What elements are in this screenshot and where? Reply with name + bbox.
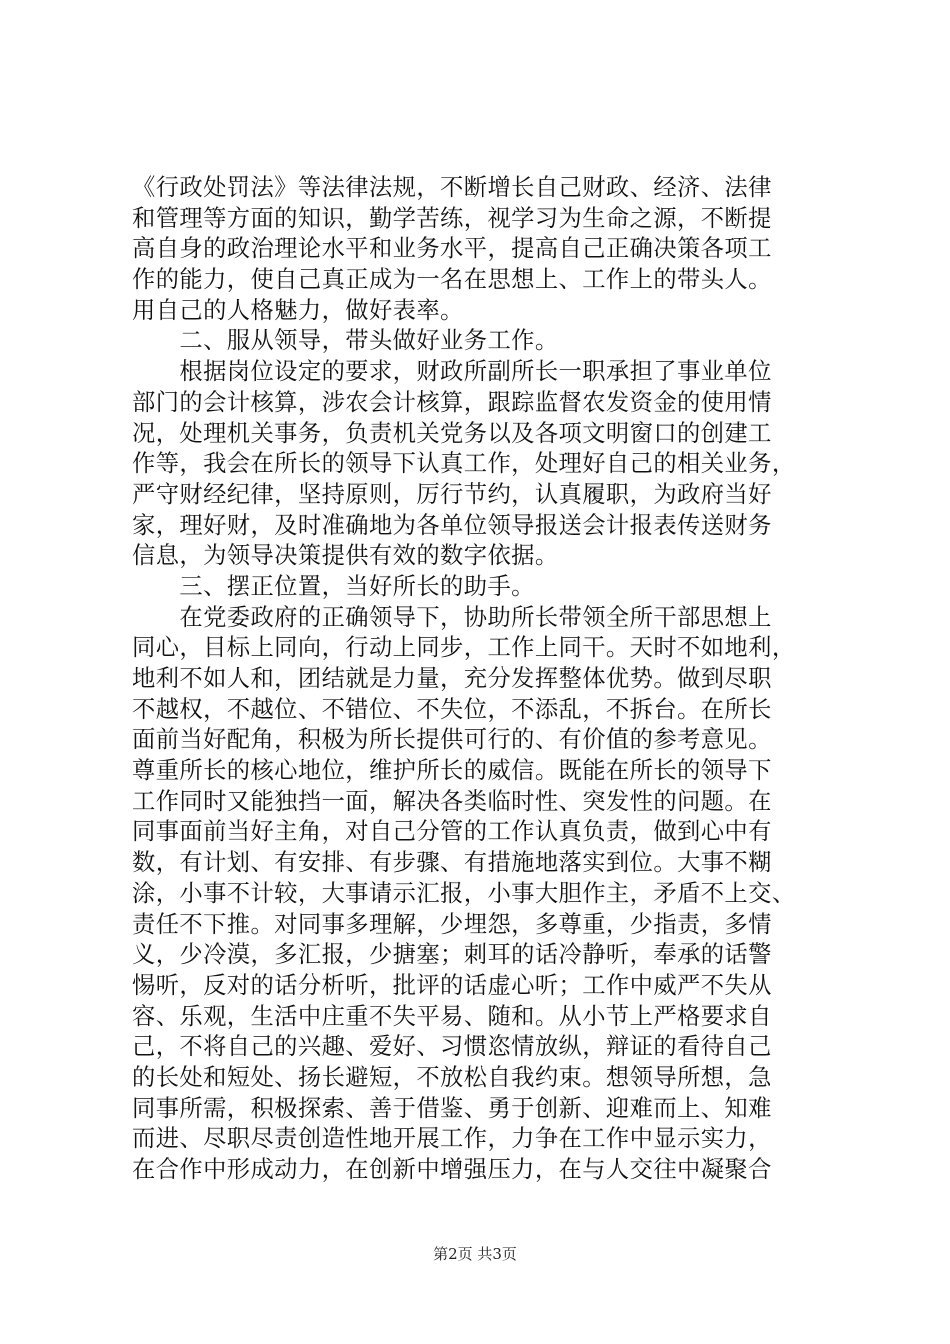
text-line: 义，少冷漠，多汇报，少搪塞；刺耳的话冷静听，奉承的话警 bbox=[132, 941, 772, 969]
text-line: 三、摆正位置，当好所长的助手。 bbox=[132, 572, 535, 600]
text-line: 数，有计划、有安排、有步骤、有措施地落实到位。大事不糊 bbox=[132, 849, 772, 877]
text-line: 面前当好配角，积极为所长提供可行的、有价值的参考意见。 bbox=[132, 726, 772, 754]
text-line: 在合作中形成动力，在创新中增强压力，在与人交往中凝聚合 bbox=[132, 1156, 772, 1183]
text-line: 作等，我会在所长的领导下认真工作，处理好自己的相关业务， bbox=[132, 450, 796, 478]
text-line: 工作同时又能独挡一面，解决各类临时性、突发性的问题。在 bbox=[132, 787, 772, 815]
text-line: 不越权，不越位、不错位、不失位，不添乱，不拆台。在所长 bbox=[132, 695, 772, 723]
text-line: 《行政处罚法》等法律法规，不断增长自己财政、经济、法律 bbox=[132, 174, 772, 201]
text-line: 家，理好财，及时准确地为各单位领导报送会计报表传送财务 bbox=[132, 511, 772, 539]
body-text bbox=[132, 173, 832, 1186]
text-line: 尊重所长的核心地位，维护所长的威信。既能在所长的领导下 bbox=[132, 757, 772, 785]
text-line: 部门的会计核算，涉农会计核算，跟踪监督农发资金的使用情 bbox=[132, 388, 772, 416]
text-line: 己，不将自己的兴趣、爱好、习惯恣情放纵，辩证的看待自己 bbox=[132, 1033, 772, 1061]
text-line: 责任不下推。对同事多理解，少埋怨，多尊重，少指责，多情 bbox=[132, 910, 772, 938]
text-line: 同事所需，积极探索、善于借鉴、勇于创新、迎难而上、知难 bbox=[132, 1094, 772, 1122]
text-line: 在党委政府的正确领导下，协助所长带领全所干部思想上 bbox=[132, 603, 772, 631]
text-line: 涂，小事不计较，大事请示汇报，小事大胆作主，矛盾不上交、 bbox=[132, 879, 796, 907]
text-line: 用自己的人格魅力，做好表率。 bbox=[132, 296, 464, 324]
text-line: 根据岗位设定的要求，财政所副所长一职承担了事业单位 bbox=[132, 358, 772, 386]
text-line: 信息，为领导决策提供有效的数字依据。 bbox=[132, 542, 559, 570]
text-line: 同心，目标上同向，行动上同步，工作上同干。天时不如地利， bbox=[132, 634, 796, 662]
text-line: 况，处理机关事务，负责机关党务以及各项文明窗口的创建工 bbox=[132, 419, 772, 447]
text-line: 高自身的政治理论水平和业务水平，提高自己正确决策各项工 bbox=[132, 235, 772, 263]
text-line: 惕听，反对的话分析听，批评的话虚心听；工作中威严不失从 bbox=[132, 971, 772, 999]
text-line: 而进、尽职尽责创造性地开展工作，力争在工作中显示实力， bbox=[132, 1125, 772, 1153]
text-line: 地利不如人和，团结就是力量，充分发挥整体优势。做到尽职 bbox=[132, 665, 772, 692]
text-line: 的长处和短处、扬长避短，不放松自我约束。想领导所想，急 bbox=[132, 1063, 772, 1091]
page-footer: 第2页 共3页 bbox=[433, 1245, 517, 1263]
text-line: 严守财经纪律，坚持原则，厉行节约，认真履职，为政府当好 bbox=[132, 480, 772, 508]
text-line: 二、服从领导，带头做好业务工作。 bbox=[132, 327, 559, 355]
text-line: 和管理等方面的知识，勤学苦练，视学习为生命之源，不断提 bbox=[132, 204, 772, 232]
text-line: 同事面前当好主角，对自己分管的工作认真负责，做到心中有 bbox=[132, 818, 772, 846]
text-line: 容、乐观，生活中庄重不失平易、随和。从小节上严格要求自 bbox=[132, 1002, 772, 1030]
text-line: 作的能力，使自己真正成为一名在思想上、工作上的带头人。 bbox=[132, 266, 772, 294]
